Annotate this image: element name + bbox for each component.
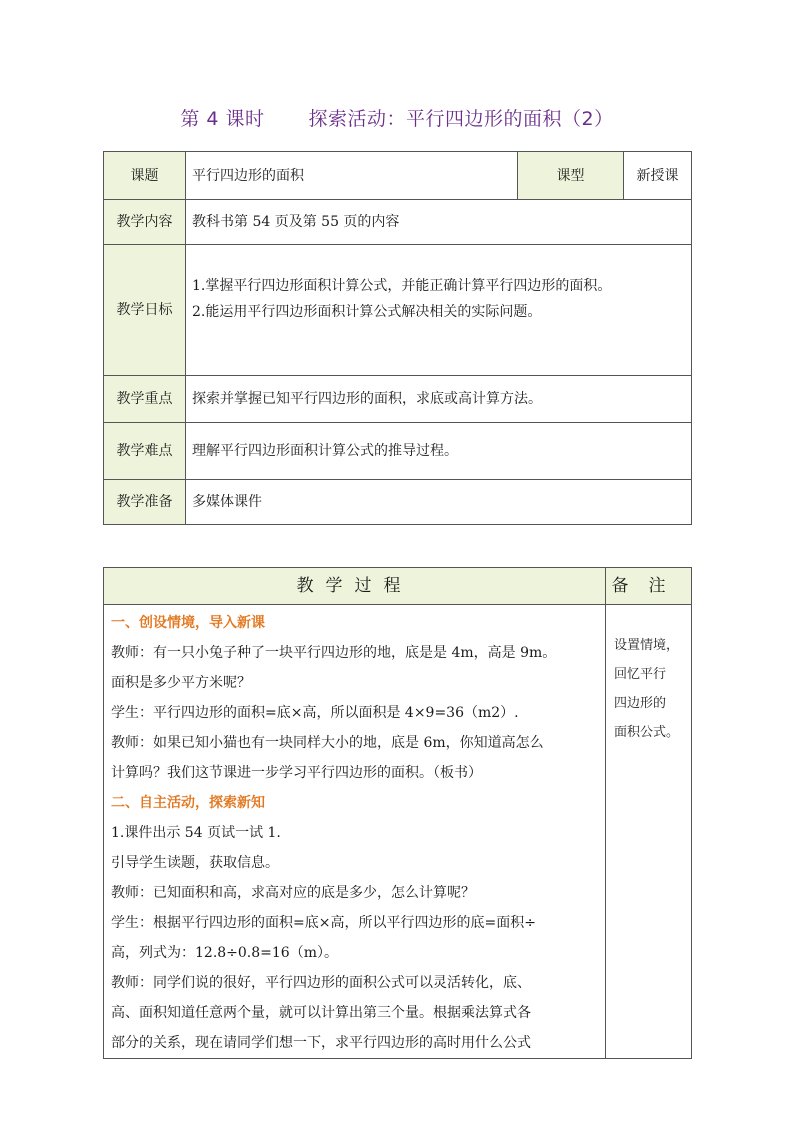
process-line: 教师：同学们说的很好，平行四边形的面积公式可以灵活转化，底、 (111, 975, 531, 991)
note-line: 设置情境， (614, 638, 680, 653)
process-line: 高，列式为：12.8÷0.8=16（m）。 (111, 945, 338, 961)
lesson-info-table (103, 151, 692, 525)
topic-value: 平行四边形的面积 (186, 152, 518, 200)
note-line: 回忆平行 (614, 667, 667, 682)
process-line: 学生：根据平行四边形的面积=底×高，所以平行四边形的底=面积÷ (111, 915, 536, 931)
prep-value: 多媒体课件 (186, 480, 692, 525)
key-value: 探索并掌握已知平行四边形的面积，求底或高计算方法。 (186, 376, 692, 423)
goal-value (186, 245, 692, 376)
goal-label: 教学日标 (104, 245, 186, 376)
type-label: 课型 (518, 152, 624, 200)
key-label: 教学重点 (104, 376, 186, 423)
process-line: 高、面积知道任意两个量，就可以计算出第三个量。根据乘法算式各 (111, 1005, 531, 1021)
prep-label: 教学准备 (104, 480, 186, 525)
section-heading: 一、创设情境，导入新课 (111, 615, 265, 631)
process-line: 计算吗？我们这节课进一步学习平行四边形的面积。（板书） (111, 765, 482, 781)
process-line: 引导学生读题，获取信息。 (111, 855, 279, 871)
process-line: 1.课件出示 54 页试一试 1. (111, 825, 281, 841)
lesson-number: 第 4 课时 (180, 108, 265, 130)
process-line: 教师：已知面积和高，求高对应的底是多少，怎么计算呢？ (111, 885, 475, 901)
note-line: 四边形的 (614, 696, 667, 711)
difficulty-value: 理解平行四边形面积计算公式的推导过程。 (186, 423, 692, 480)
difficulty-label: 教学难点 (104, 423, 186, 480)
process-notes (606, 605, 692, 1059)
teaching-process-table (103, 567, 692, 1059)
process-line: 面积是多少平方米呢？ (111, 675, 251, 691)
process-line: 教师：有一只小兔子种了一块平行四边形的地，底是是 4m，高是 9m。 (111, 645, 557, 661)
content-value: 教科书第 54 页及第 55 页的内容 (186, 200, 692, 245)
section-heading: 二、自主活动，探索新知 (111, 795, 265, 811)
type-value: 新授课 (624, 152, 692, 200)
page-title (0, 104, 794, 131)
process-header: 教学过程 (104, 568, 606, 605)
goal-item: 2.能运用平行四边形面积计算公式解决相关的实际问题。 (192, 304, 542, 320)
note-line: 面积公式。 (614, 725, 680, 740)
lesson-topic: 探索活动：平行四边形的面积（2） (308, 108, 614, 130)
process-line: 学生：平行四边形的面积=底×高，所以面积是 4×9=36（m2）. (111, 705, 519, 721)
process-body (104, 605, 606, 1059)
goal-item: 1.掌握平行四边形面积计算公式，并能正确计算平行四边形的面积。 (192, 278, 612, 294)
process-line: 教师：如果已知小猫也有一块同样大小的地，底是 6m，你知道高怎么 (111, 735, 544, 751)
content-label: 教学内容 (104, 200, 186, 245)
note-header: 备注 (606, 568, 692, 605)
process-line: 部分的关系，现在请同学们想一下，求平行四边形的高时用什么公式 (111, 1035, 531, 1051)
topic-label: 课题 (104, 152, 186, 200)
